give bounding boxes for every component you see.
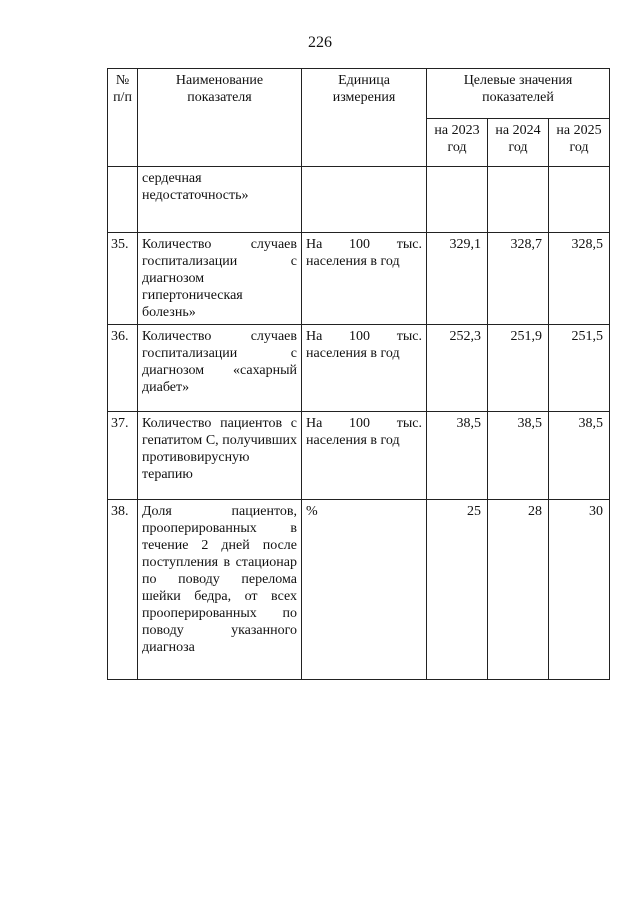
cell-name: сердечная недостаточность» <box>138 167 302 233</box>
header-num: № п/п <box>108 69 138 167</box>
cell-num: 35. <box>108 233 138 325</box>
cell-value-2025: 251,5 <box>549 325 610 412</box>
cell-value-2025: 328,5 <box>549 233 610 325</box>
header-targets: Целевые значения показателей <box>427 69 610 119</box>
cell-num: 37. <box>108 412 138 500</box>
cell-value-2023: 25 <box>427 500 488 680</box>
cell-value-2024: 328,7 <box>488 233 549 325</box>
cell-value-2023: 252,3 <box>427 325 488 412</box>
cell-value <box>427 167 488 233</box>
cell-name: Доля пациентов, прооперированных в течение 2 дней после поступления в стационар по поводу перелома шейки бедра, от всех прооперированных по поводу указанного диагноза <box>138 500 302 680</box>
cell-value-2023: 329,1 <box>427 233 488 325</box>
cell-name: Количество случаев госпитализации с диагнозом гипертоническая болезнь» <box>138 233 302 325</box>
cell-unit: На 100 тыс. населения в год <box>302 412 427 500</box>
cell-unit: На 100 тыс. населения в год <box>302 325 427 412</box>
cell-value-2025: 30 <box>549 500 610 680</box>
table-row <box>108 500 610 680</box>
header-year-2023: на 2023 год <box>427 119 488 167</box>
page-number: 226 <box>308 34 332 51</box>
table-row <box>108 167 610 233</box>
table-row <box>108 233 610 325</box>
header-name: Наименование показателя <box>138 69 302 167</box>
indicators-table <box>107 68 610 680</box>
cell-value <box>549 167 610 233</box>
table-row <box>108 325 610 412</box>
cell-unit: На 100 тыс. населения в год <box>302 233 427 325</box>
cell-unit <box>302 167 427 233</box>
header-year-2025: на 2025 год <box>549 119 610 167</box>
cell-unit: % <box>302 500 427 680</box>
cell-name: Количество пациентов с гепатитом С, получивших противовирусную терапию <box>138 412 302 500</box>
header-unit: Единица измерения <box>302 69 427 167</box>
cell-value-2024: 28 <box>488 500 549 680</box>
cell-num <box>108 167 138 233</box>
cell-num: 38. <box>108 500 138 680</box>
cell-name: Количество случаев госпитализации с диагнозом «сахарный диабет» <box>138 325 302 412</box>
cell-value-2024: 251,9 <box>488 325 549 412</box>
table-row <box>108 412 610 500</box>
cell-value-2025: 38,5 <box>549 412 610 500</box>
cell-value-2024: 38,5 <box>488 412 549 500</box>
cell-num: 36. <box>108 325 138 412</box>
cell-value-2023: 38,5 <box>427 412 488 500</box>
cell-value <box>488 167 549 233</box>
header-year-2024: на 2024 год <box>488 119 549 167</box>
